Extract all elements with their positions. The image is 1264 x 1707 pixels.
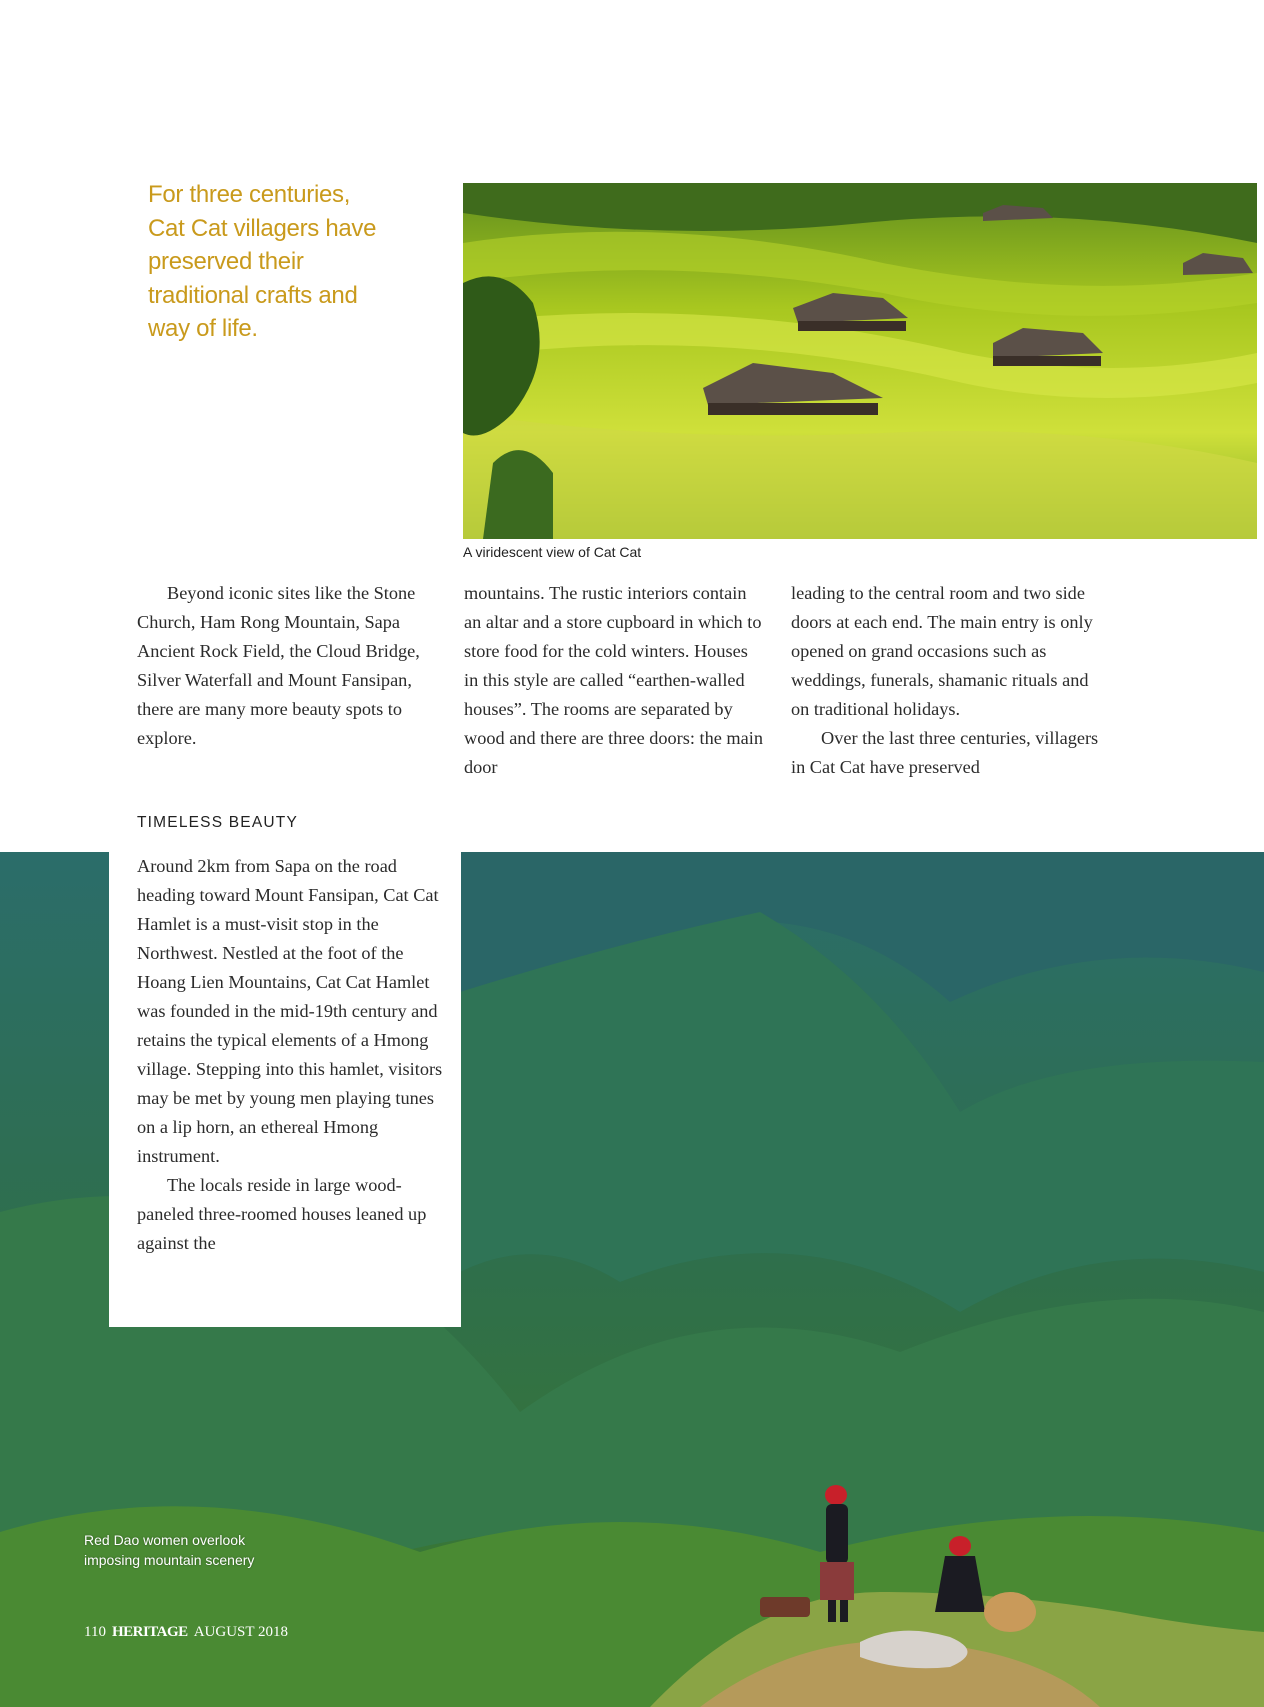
body-column-2: [464, 579, 764, 782]
section-heading: TIMELESS BEAUTY: [137, 814, 298, 831]
page-folio: [84, 1624, 288, 1641]
photo-rice-terraces: [463, 183, 1257, 539]
photo-caption-bottom: Red Dao women overlook imposing mountain scenery: [84, 1532, 255, 1568]
page-number: 110: [84, 1624, 106, 1640]
issue-date: AUGUST 2018: [193, 1624, 289, 1640]
magazine-name: HERITAGE: [111, 1624, 188, 1640]
paragraph-doors: leading to the central room and two side doors at each end. The main entry is only opened on grand occasions such as weddings, funerals, shamanic rituals and on traditional holidays.: [791, 583, 1093, 719]
paragraph-interiors: mountains. The rustic interiors contain an altar and a store cupboard in which to store food for the cold winters. Houses in this style are called “earthen-walled houses”. The rooms are separated by wood and there are three doors: the main door: [464, 583, 763, 777]
body-column-1: [137, 579, 437, 753]
pull-quote: For three centuries, Cat Cat villagers have preserved their traditional crafts and way of life.: [148, 181, 377, 342]
paragraph-intro: Beyond iconic sites like the Stone Church, Ham Rong Mountain, Sapa Ancient Rock Field, the Cloud Bridge, Silver Waterfall and Mount Fansipan, there are many more beauty spots to explore.: [137, 583, 420, 748]
paragraph-houses: The locals reside in large wood-paneled three-roomed houses leaned up against the: [137, 1175, 427, 1253]
paragraph-centuries: Over the last three centuries, villagers in Cat Cat have preserved: [791, 728, 1099, 777]
paragraph-hamlet: Around 2km from Sapa on the road heading toward Mount Fansipan, Cat Cat Hamlet is a must-visit stop in the Northwest. Nestled at the foot of the Hoang Lien Mountains, Cat Cat Hamlet was founded in the mid-19th century and retains the typical elements of a Hmong village. Stepping into this hamlet, visitors may be met by young men playing tunes on a lip horn, an ethereal Hmong instrument.: [137, 856, 443, 1166]
text-panel-overlay: [109, 852, 461, 1327]
body-column-3: [791, 579, 1101, 782]
photo-caption-top: A viridescent view of Cat Cat: [463, 544, 642, 560]
